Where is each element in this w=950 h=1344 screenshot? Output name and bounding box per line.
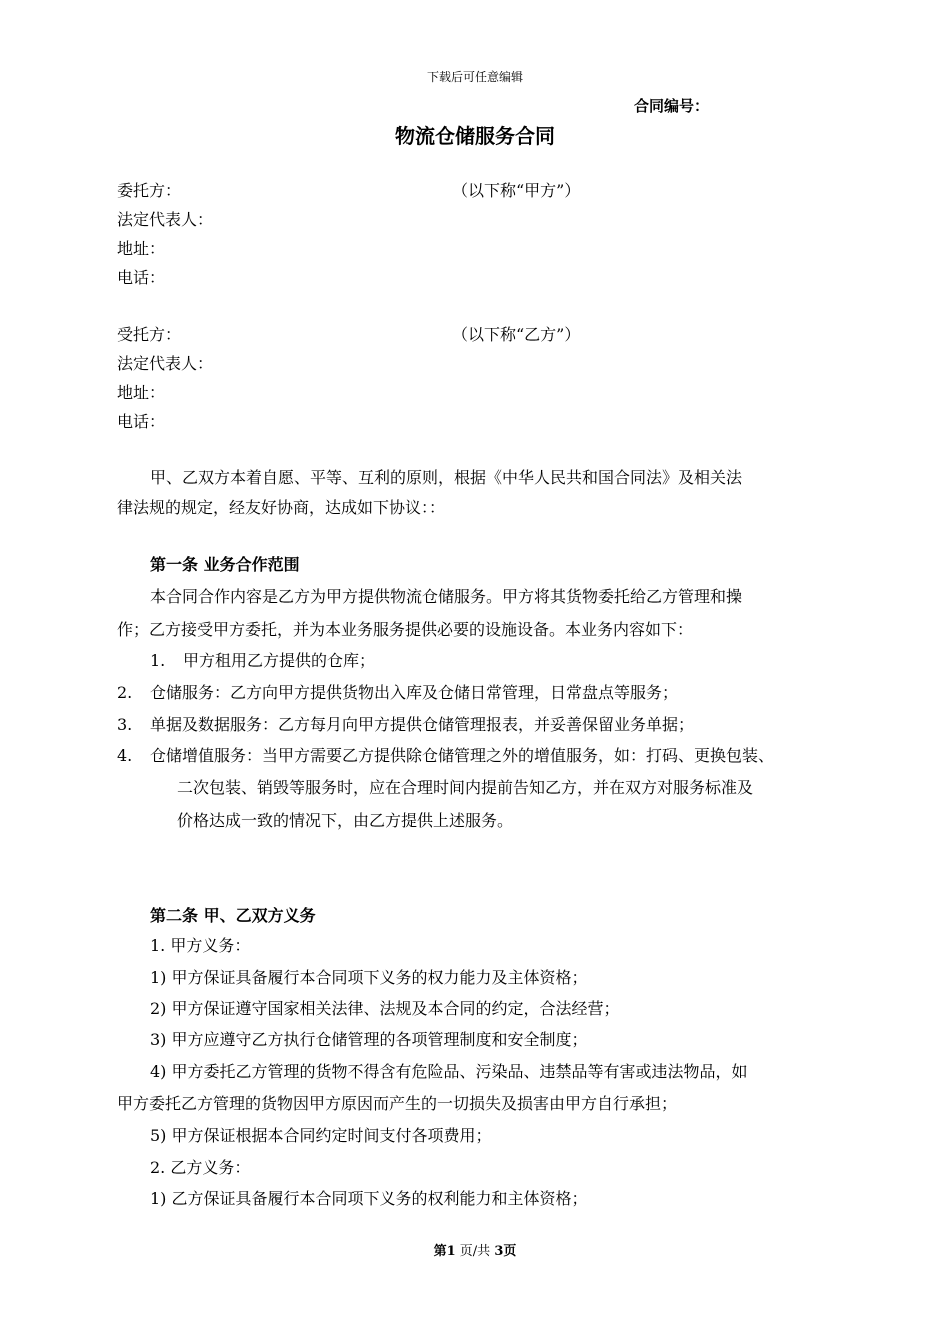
preamble-line-2: 律法规的规定，经友好协商，达成如下协议：： xyxy=(117,498,446,517)
page-footer xyxy=(0,1240,950,1259)
party-a-rep-label: 法定代表人： xyxy=(117,210,214,229)
article-1-intro-line-1: 本合同合作内容是乙方为甲方提供物流仓储服务。甲方将其货物委托给乙方管理和操 xyxy=(150,587,743,606)
footer-prefix: 第 xyxy=(433,1244,447,1259)
article-2-party-a-item-5: 5) 甲方保证根据本合同约定时间支付各项费用； xyxy=(150,1126,492,1145)
article-1-item-4-continuation-1: 二次包装、销毁等服务时，应在合理时间内提前告知乙方，并在双方对服务标准及 xyxy=(177,778,754,797)
article-2-party-a-item-2: 2) 甲方保证遵守国家相关法律、法规及本合同的约定，合法经营； xyxy=(150,999,620,1018)
article-2-party-a-item-4-continuation: 甲方委托乙方管理的货物因甲方原因而产生的一切损失及损害由甲方自行承担； xyxy=(117,1094,678,1113)
article-1-item-3-num: 3. xyxy=(117,715,133,734)
contract-number-label: 合同编号： xyxy=(634,97,710,115)
footer-total-pages: 3 xyxy=(494,1244,504,1259)
article-2-party-a-item-4: 4) 甲方委托乙方管理的货物不得含有危险品、污染品、违禁品等有害或违法物品，如 xyxy=(150,1062,748,1081)
party-a-address-label: 地址： xyxy=(117,239,166,258)
article-2-party-a-item-3: 3) 甲方应遵守乙方执行仓储管理的各项管理制度和安全制度； xyxy=(150,1030,588,1049)
article-2-party-b-heading: 2. 乙方义务： xyxy=(150,1158,251,1177)
article-2-party-a-heading: 1. 甲方义务： xyxy=(150,936,251,955)
article-2-party-a-item-1: 1) 甲方保证具备履行本合同项下义务的权力能力及主体资格； xyxy=(150,968,588,987)
article-1-item-2-text: 仓储服务：乙方向甲方提供货物出入库及仓储日常管理，日常盘点等服务； xyxy=(150,683,679,702)
party-b-rep-label: 法定代表人： xyxy=(117,354,214,373)
party-a-client-label: 委托方： xyxy=(117,181,182,200)
article-1-heading: 第一条 业务合作范围 xyxy=(150,555,300,574)
party-a-alias: （以下称“甲方”） xyxy=(452,181,581,200)
article-1-intro-line-2: 作；乙方接受甲方委托，并为本业务服务提供必要的设施设备。本业务内容如下： xyxy=(117,620,694,639)
document-title: 物流仓储服务合同 xyxy=(395,124,555,148)
article-1-item-1-num: 1. xyxy=(150,651,166,670)
article-1-item-4-continuation-2: 价格达成一致的情况下，由乙方提供上述服务。 xyxy=(177,811,514,830)
party-b-alias: （以下称“乙方”） xyxy=(452,325,581,344)
article-1-item-2-num: 2. xyxy=(117,683,133,702)
party-a-phone-label: 电话： xyxy=(117,268,166,287)
article-1-item-4-text: 仓储增值服务：当甲方需要乙方提供除仓储管理之外的增值服务，如：打码、更换包装、 xyxy=(150,746,775,765)
article-1-item-3-text: 单据及数据服务：乙方每月向甲方提供仓储管理报表，并妥善保留业务单据； xyxy=(150,715,695,734)
footer-suffix: 页 xyxy=(503,1244,517,1259)
header-note: 下载后可任意编辑 xyxy=(426,70,523,84)
footer-mid: 页/共 xyxy=(455,1244,495,1259)
footer-page-number: 1 xyxy=(446,1244,456,1259)
party-b-address-label: 地址： xyxy=(117,383,166,402)
preamble-line-1: 甲、乙双方本着自愿、平等、互利的原则，根据《中华人民共和国合同法》及相关法 xyxy=(150,468,743,487)
article-1-item-4-num: 4. xyxy=(117,746,133,765)
party-b-client-label: 受托方： xyxy=(117,325,182,344)
party-b-phone-label: 电话： xyxy=(117,412,166,431)
article-2-heading: 第二条 甲、乙双方义务 xyxy=(150,906,316,925)
article-2-party-b-item-1: 1) 乙方保证具备履行本合同项下义务的权利能力和主体资格； xyxy=(150,1189,588,1208)
article-1-item-1-text: 甲方租用乙方提供的仓库； xyxy=(183,651,376,670)
